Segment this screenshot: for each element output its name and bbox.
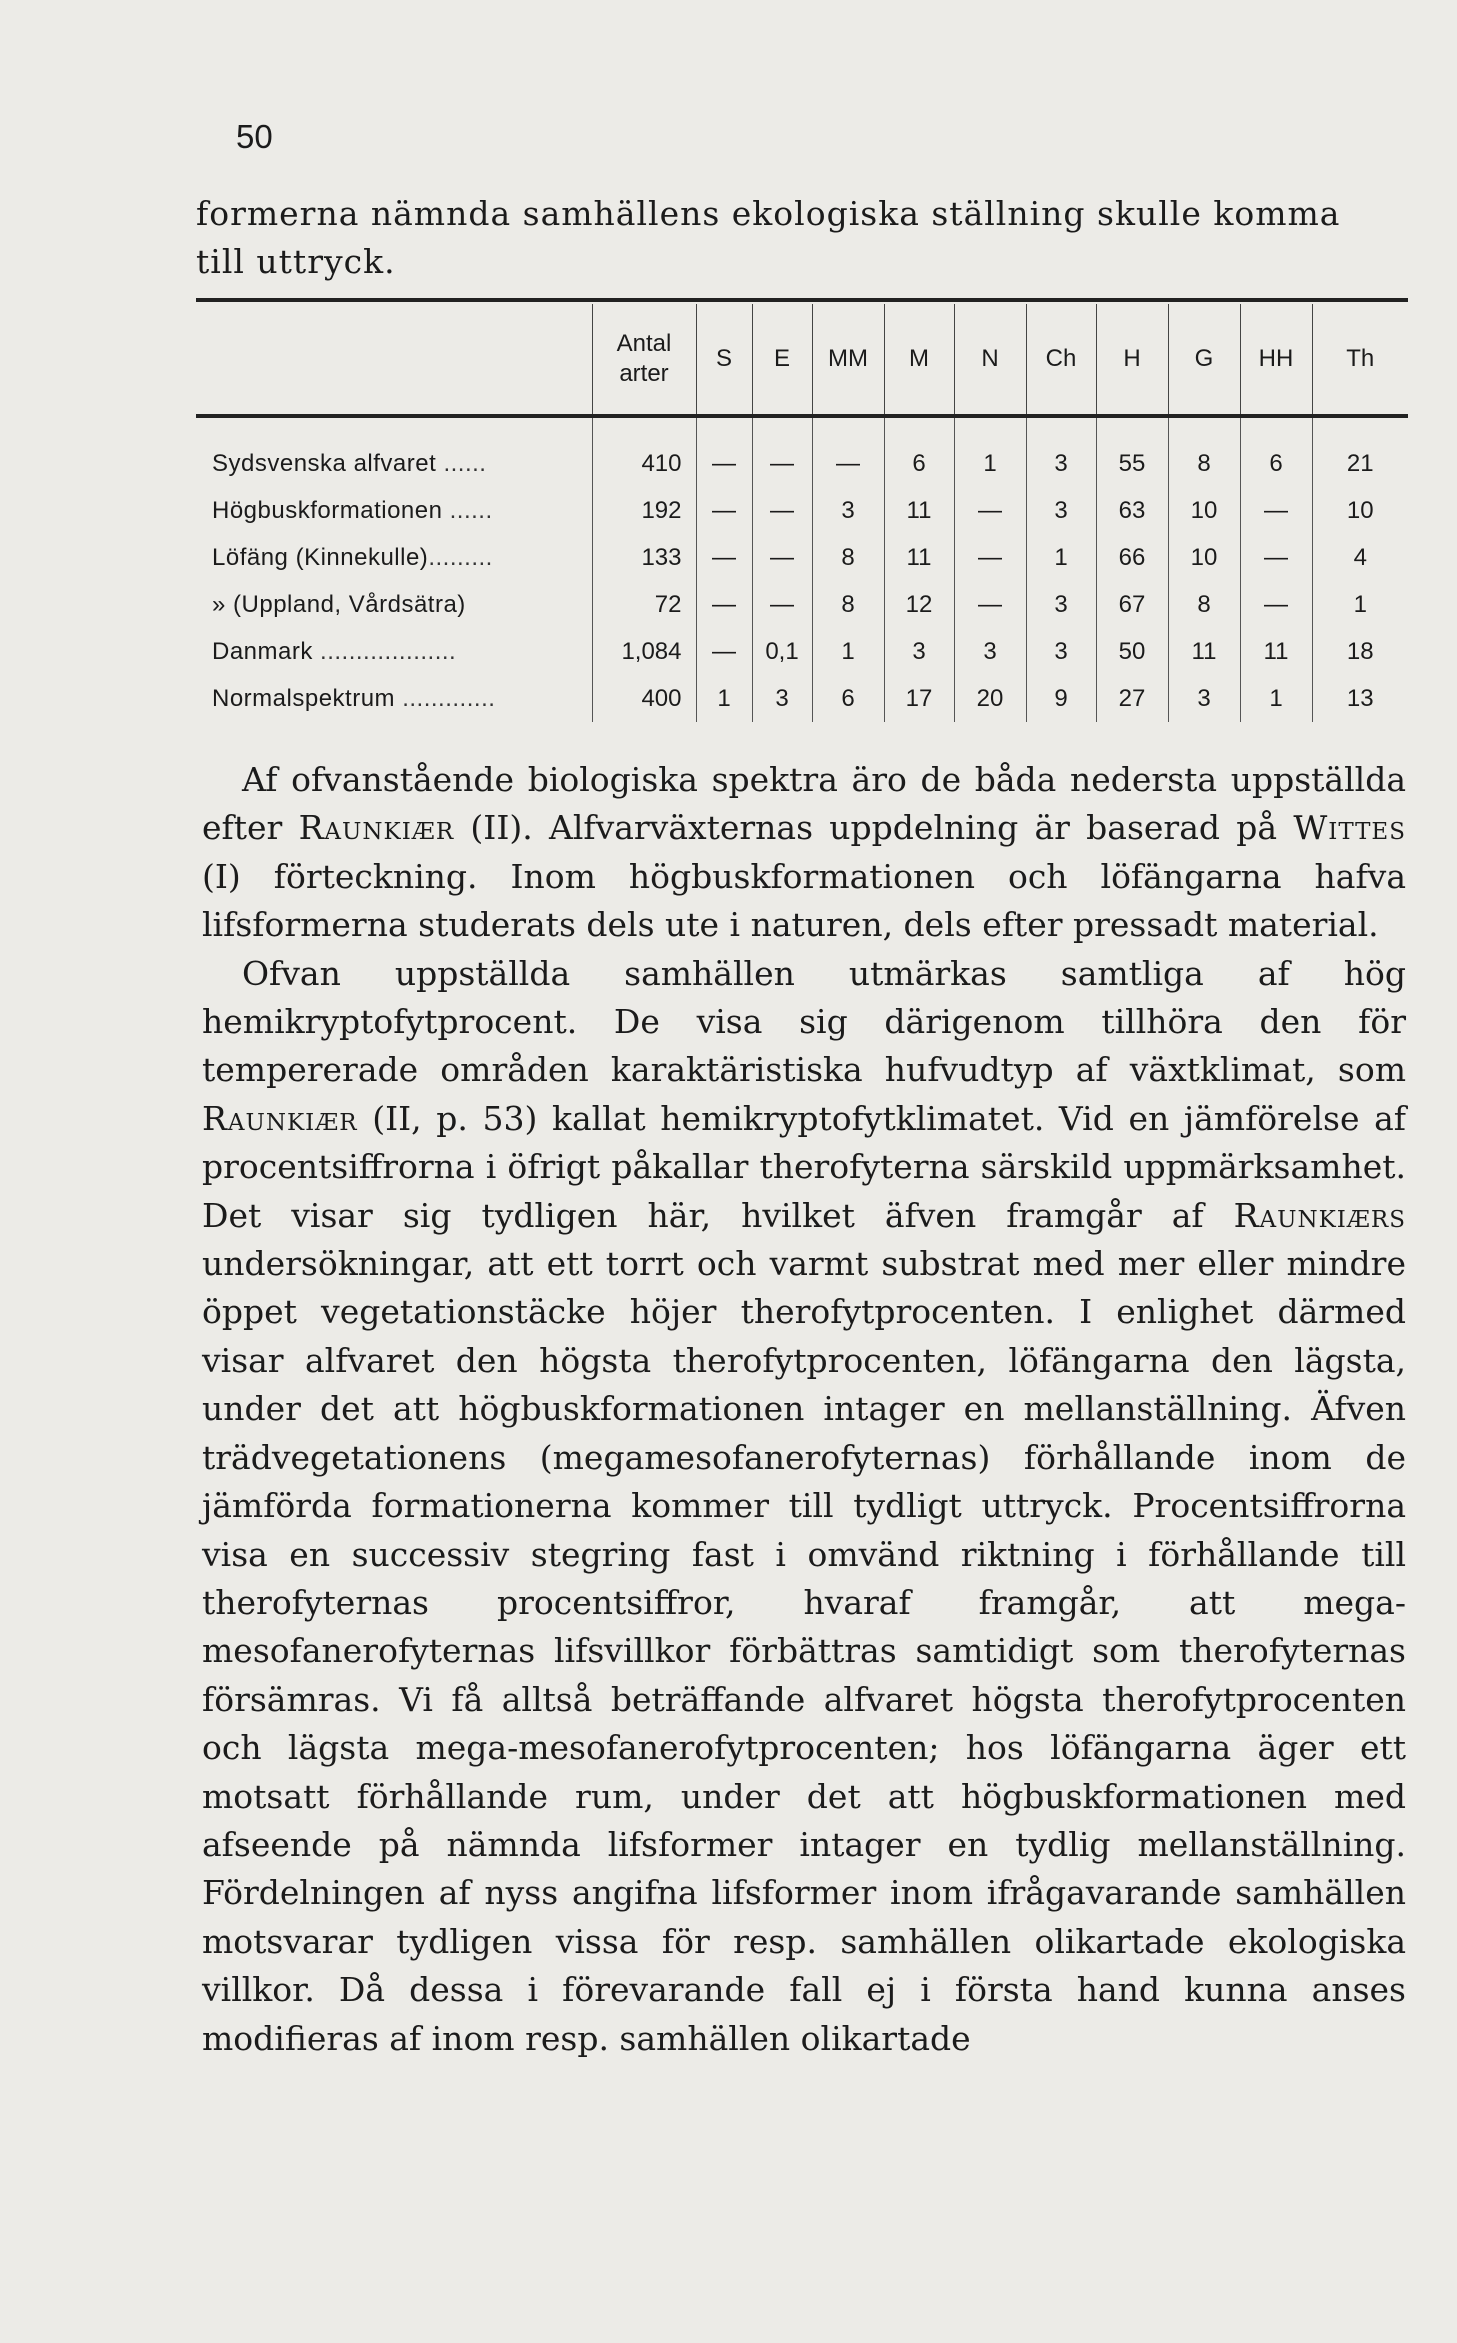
leader-dots: ...... xyxy=(442,496,493,524)
table-cell: 55 xyxy=(1096,416,1168,487)
row-label xyxy=(196,534,592,581)
table-cell: — xyxy=(1240,487,1312,534)
table-cell: 11 xyxy=(884,534,954,581)
row-label xyxy=(196,487,592,534)
table-cell: 72 xyxy=(592,581,696,628)
header-mm: MM xyxy=(812,304,884,416)
table-cell: 192 xyxy=(592,487,696,534)
row-label-text: Högbuskformationen xyxy=(212,496,443,524)
table-cell: 10 xyxy=(1312,487,1408,534)
table-cell: 8 xyxy=(1168,416,1240,487)
row-label-text: Normalspektrum xyxy=(212,684,396,712)
table-cell: 410 xyxy=(592,416,696,487)
table-cell: 13 xyxy=(1312,675,1408,722)
header-antal-arter: Antal arter xyxy=(592,304,696,416)
author-name: Raunkiær xyxy=(298,808,455,848)
table-cell: 1 xyxy=(1026,534,1096,581)
text-run: (I) förteckning. Inom högbuskformationen och löfängarna hafva lifsformerna studerats dels ute i naturen, dels efter pressadt material. xyxy=(202,856,1406,945)
text-run: (II, p. 53) kallat hemikryptofytklimatet. Vid en jämförelse af procentsiffrorna i öfrigt påkallar therofyterna särskild uppmärksamhet. Det visar sig tydligen här, hvilket äfven framgår af xyxy=(202,1098,1406,1235)
text-run: undersökningar, att ett torrt och varmt substrat med mer eller mindre öppet vegetationstäcke höjer therofytprocenten. I enlighet därmed visar alfvaret den högsta therofytprocenten, löfängarna den lägsta, under det att högbuskformationen intager en mellanställning. Äfven trädvegetationens (megamesofanerofyternas) förhållande inom de jämförda formationerna kommer till tydligt uttryck. Procentsiffrorna visa en successiv stegring fast i omvänd riktning i förhållande till therofyternas procentsiffror, hvaraf framgår, att mega-mesofanerofyternas lifsvillkor förbättras samtidigt som therofyternas försämras. Vi få alltså beträffande alfvaret högsta therofytprocenten och lägsta mega-mesofanerofytprocenten; hos löfängarna äger ett motsatt förhållande rum, under det att högbuskformationen med afseende på nämnda lifsformer intager en tydlig mellanställning. Fördelningen af nyss angifna lifsformer inom ifrågavarande samhällen motsvarar tydligen vissa för resp. samhällen olikartade ekologiska villkor. Då dessa i förevarande fall ej i första hand kunna anses modifieras af inom resp. samhällen olikartade xyxy=(202,1244,1406,2058)
table-cell: 3 xyxy=(1026,628,1096,675)
table-cell: 8 xyxy=(812,534,884,581)
table-cell: — xyxy=(812,416,884,487)
leader-dots: ............. xyxy=(395,684,496,712)
table-cell: — xyxy=(696,581,752,628)
table-cell: 3 xyxy=(752,675,812,722)
spectra-table-block xyxy=(196,298,1408,722)
table-cell: 400 xyxy=(592,675,696,722)
leader-dots: ......... xyxy=(428,543,493,571)
table-cell: 20 xyxy=(954,675,1026,722)
table-cell: — xyxy=(1240,581,1312,628)
table-cell: 18 xyxy=(1312,628,1408,675)
header-hh: HH xyxy=(1240,304,1312,416)
table-cell: 27 xyxy=(1096,675,1168,722)
table-cell: — xyxy=(696,534,752,581)
table-row xyxy=(196,628,1408,675)
author-name: Raunkiær xyxy=(202,1098,358,1138)
body-text xyxy=(202,756,1406,2063)
table-cell: 0,1 xyxy=(752,628,812,675)
intro-text xyxy=(196,190,1406,286)
table-cell: 11 xyxy=(884,487,954,534)
table-row xyxy=(196,416,1408,487)
paragraph-1 xyxy=(202,756,1406,950)
row-label xyxy=(196,581,592,628)
row-label-text: » (Uppland, Vårdsätra) xyxy=(212,590,466,618)
table-cell: 1,084 xyxy=(592,628,696,675)
row-label-text: Danmark xyxy=(212,637,313,665)
text-run: Ofvan uppställda samhällen utmärkas samtliga af hög hemikryptofytprocent. De visa sig därigenom tillhöra den för tempererade områden karaktäristiska hufvudtyp af växtklimat, som xyxy=(202,953,1406,1090)
table-cell: 8 xyxy=(812,581,884,628)
table-cell: 17 xyxy=(884,675,954,722)
table-cell: 3 xyxy=(1026,581,1096,628)
table-cell: — xyxy=(752,534,812,581)
header-m: M xyxy=(884,304,954,416)
row-label xyxy=(196,628,592,675)
table-cell: — xyxy=(954,581,1026,628)
table-cell: 3 xyxy=(954,628,1026,675)
table-cell: — xyxy=(696,487,752,534)
table-cell: — xyxy=(696,416,752,487)
table-cell: 10 xyxy=(1168,487,1240,534)
leader-dots: ................... xyxy=(312,637,457,665)
table-cell: 3 xyxy=(1026,416,1096,487)
table-cell: 1 xyxy=(1240,675,1312,722)
header-h: H xyxy=(1096,304,1168,416)
table-cell: 50 xyxy=(1096,628,1168,675)
table-cell: 1 xyxy=(812,628,884,675)
table-row xyxy=(196,675,1408,722)
table-cell: 3 xyxy=(812,487,884,534)
table-cell: 3 xyxy=(884,628,954,675)
row-label-text: Löfäng (Kinnekulle) xyxy=(212,543,429,571)
text-run: (II). Alfvarväxternas uppdelning är baserad på xyxy=(454,808,1294,848)
header-ch: Ch xyxy=(1026,304,1096,416)
table-row xyxy=(196,487,1408,534)
text-run: Af ofvanstående biologiska spektra äro de båda nedersta uppställda efter xyxy=(202,760,1406,848)
row-label-text: Sydsvenska alfvaret xyxy=(212,449,437,477)
page-number: 50 xyxy=(236,118,273,155)
table-cell: — xyxy=(696,628,752,675)
table-cell: 9 xyxy=(1026,675,1096,722)
table-cell: — xyxy=(752,487,812,534)
table-cell: 133 xyxy=(592,534,696,581)
spectra-table xyxy=(196,304,1408,722)
table-cell: 1 xyxy=(696,675,752,722)
header-g: G xyxy=(1168,304,1240,416)
header-s: S xyxy=(696,304,752,416)
intro-line: till uttryck. xyxy=(196,242,396,281)
table-cell: 3 xyxy=(1168,675,1240,722)
table-cell: — xyxy=(752,416,812,487)
author-name: Raunkiærs xyxy=(1233,1195,1406,1235)
table-row xyxy=(196,581,1408,628)
table-cell: 21 xyxy=(1312,416,1408,487)
table-cell: 12 xyxy=(884,581,954,628)
table-cell: 1 xyxy=(1312,581,1408,628)
table-cell: 8 xyxy=(1168,581,1240,628)
header-n: N xyxy=(954,304,1026,416)
row-label xyxy=(196,416,592,487)
table-cell: 67 xyxy=(1096,581,1168,628)
table-cell: — xyxy=(752,581,812,628)
table-cell: 66 xyxy=(1096,534,1168,581)
table-cell: 6 xyxy=(1240,416,1312,487)
table-cell: 4 xyxy=(1312,534,1408,581)
leader-dots: ...... xyxy=(436,449,487,477)
header-e: E xyxy=(752,304,812,416)
table-cell: — xyxy=(954,487,1026,534)
header-th: Th xyxy=(1312,304,1408,416)
table-cell: 63 xyxy=(1096,487,1168,534)
table-row xyxy=(196,534,1408,581)
intro-line: formerna nämnda samhällens ekologiska ställning skulle komma xyxy=(196,194,1341,233)
paragraph-2 xyxy=(202,950,1406,2063)
table-cell: 6 xyxy=(812,675,884,722)
table-cell: 1 xyxy=(954,416,1026,487)
header-blank xyxy=(196,304,592,416)
table-header-row xyxy=(196,304,1408,416)
author-name: Wittes xyxy=(1293,808,1406,848)
table-cell: 3 xyxy=(1026,487,1096,534)
table-cell: — xyxy=(954,534,1026,581)
row-label xyxy=(196,675,592,722)
table-cell: 10 xyxy=(1168,534,1240,581)
table-cell: 6 xyxy=(884,416,954,487)
table-top-rule xyxy=(196,298,1408,302)
table-cell: 11 xyxy=(1240,628,1312,675)
table-cell: — xyxy=(1240,534,1312,581)
table-cell: 11 xyxy=(1168,628,1240,675)
